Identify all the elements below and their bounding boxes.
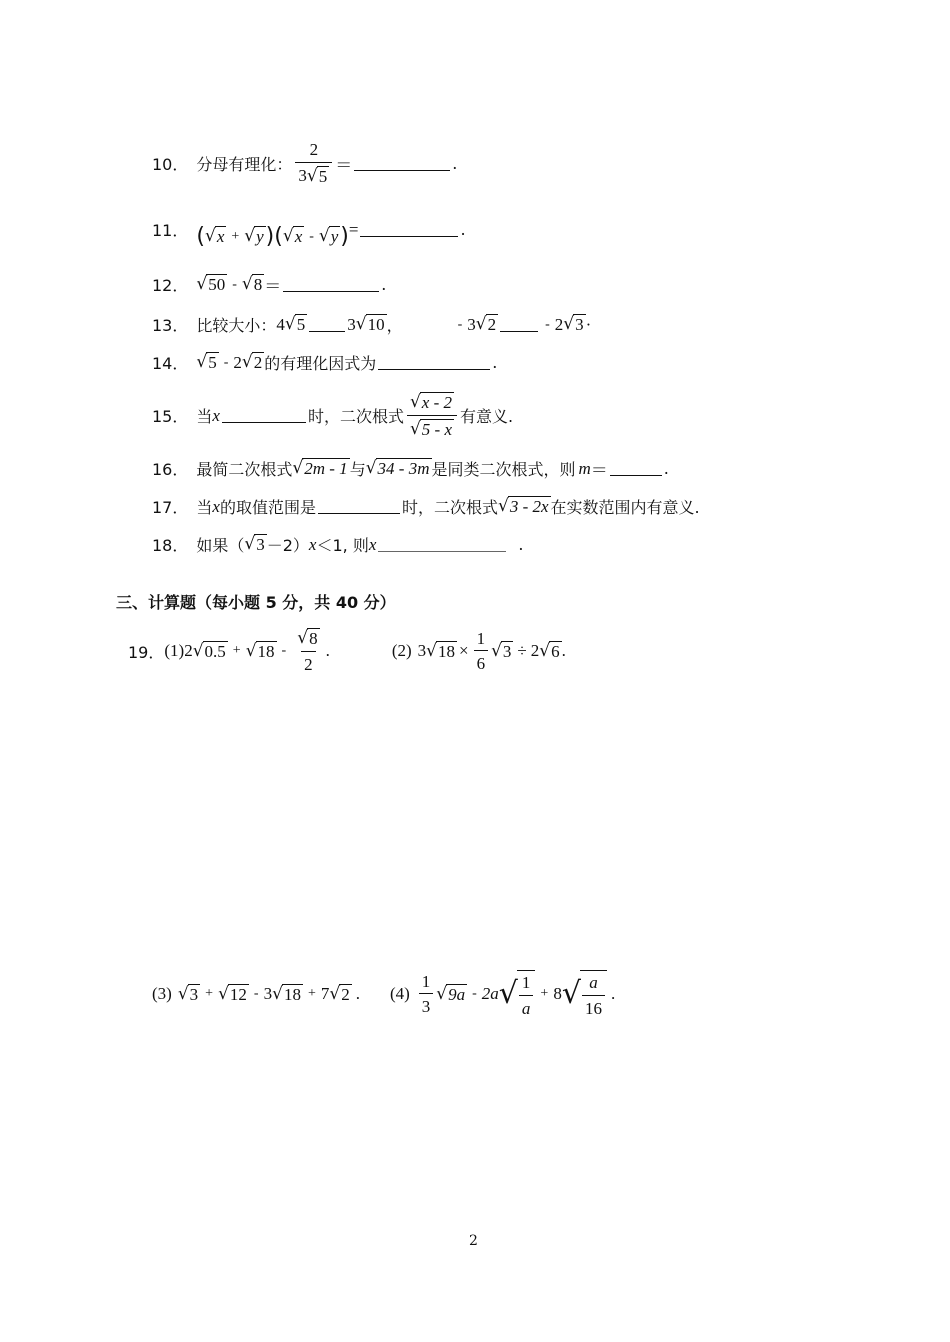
- radical-sign-icon: √: [426, 640, 437, 661]
- equals-sign: ＝: [264, 277, 282, 296]
- radical-sign-icon: √: [409, 418, 421, 439]
- radical: [498, 496, 551, 517]
- radicand: 3: [575, 315, 584, 335]
- radical: [563, 314, 585, 335]
- radical: [319, 226, 340, 247]
- radicand: 0.5: [204, 641, 226, 661]
- answer-blank[interactable]: [222, 408, 306, 423]
- radical-sign-icon: √: [475, 314, 487, 334]
- radicand: 3: [502, 641, 512, 661]
- radicand: 2: [253, 353, 263, 373]
- question-number: 13．: [152, 316, 189, 335]
- radicand: 10: [367, 315, 385, 335]
- radical: [205, 226, 226, 247]
- question-18: [152, 533, 523, 556]
- numerator: [294, 628, 322, 651]
- question-text: 在实数范围内有意义.: [550, 498, 700, 517]
- comparison-1: [276, 314, 386, 335]
- question-15: [152, 392, 513, 440]
- radical: [562, 970, 607, 1018]
- radical-sign-icon: √: [297, 628, 309, 648]
- question-number: 19．: [128, 642, 165, 662]
- minus-sign: -: [309, 228, 314, 244]
- question-number: 18．: [152, 536, 189, 555]
- radical: [436, 984, 467, 1005]
- radical-sign-icon: √: [272, 983, 283, 1004]
- period: .: [663, 459, 669, 478]
- coefficient: 7: [320, 984, 330, 1004]
- radicand: 18: [437, 641, 455, 661]
- radical: [246, 641, 277, 662]
- part-label: (4): [389, 984, 410, 1004]
- radical-sign-icon: √: [192, 640, 204, 661]
- coefficient: 3: [347, 314, 356, 334]
- right-paren: ): [265, 224, 275, 249]
- answer-blank[interactable]: [360, 222, 458, 237]
- part-2-expression: [418, 629, 566, 674]
- radical-sign-icon: √: [245, 640, 257, 661]
- question-text: 当: [196, 407, 213, 427]
- radical: [356, 314, 387, 335]
- question-text: 的有理化因式为: [264, 354, 377, 373]
- answer-blank[interactable]: [354, 156, 450, 171]
- left-paren: (: [196, 224, 205, 249]
- comma: ，: [386, 316, 403, 335]
- radical-sign-icon: √: [196, 352, 208, 372]
- answer-blank[interactable]: [283, 277, 379, 292]
- variable: x: [308, 534, 317, 554]
- fraction: [519, 973, 534, 1018]
- question-11: [152, 210, 466, 249]
- minus-sign: -: [232, 276, 237, 292]
- expression: [196, 352, 264, 373]
- question-number: 15．: [152, 407, 189, 427]
- radical-sign-icon: √: [244, 226, 256, 246]
- radical: [242, 352, 264, 373]
- coefficient: 3: [298, 165, 307, 185]
- coefficient: 2: [233, 352, 242, 372]
- radical-sign-icon: √: [498, 976, 518, 1012]
- part-label: (1): [164, 641, 185, 661]
- right-paren: ): [340, 224, 349, 249]
- numerator: 1: [476, 628, 486, 648]
- denominator: 16: [582, 995, 605, 1019]
- question-19-lower: [152, 970, 615, 1018]
- equals-sign: =: [348, 219, 359, 239]
- radicand: 5: [296, 315, 306, 335]
- radical-sign-icon: √: [365, 458, 377, 478]
- variable: x: [212, 496, 220, 516]
- radicand: [517, 970, 536, 1018]
- radical: [307, 166, 329, 187]
- question-17: [152, 495, 700, 518]
- radicand: 5: [318, 166, 328, 186]
- radicand: 12: [229, 984, 247, 1004]
- period: .: [492, 353, 498, 372]
- radicand: x - 2: [421, 393, 453, 413]
- radicand: [580, 970, 607, 1018]
- left-paren: (: [274, 224, 283, 249]
- radicand: y: [256, 227, 264, 247]
- radical-sign-icon: √: [306, 165, 318, 186]
- page-number: 2: [469, 1233, 478, 1249]
- equals-sign: ＝: [590, 461, 608, 480]
- denominator: 6: [474, 650, 489, 674]
- minus-sign: -: [457, 316, 463, 332]
- question-text: 比较大小：: [196, 316, 277, 335]
- radicand: 2: [487, 315, 497, 335]
- coefficient: 2: [554, 314, 564, 334]
- answer-blank[interactable]: [500, 317, 538, 332]
- part-3-expression: √ 3 + √ 12 - 3 √ 18 + 7 √ 2 .: [177, 983, 360, 1004]
- radical-sign-icon: √: [284, 314, 296, 334]
- radical-sign-icon: √: [218, 983, 229, 1004]
- radical-sign-icon: √: [318, 226, 330, 246]
- radicand: 5 - x: [421, 420, 453, 439]
- radical: [491, 641, 513, 662]
- radicand: 34 - 3m: [377, 459, 430, 479]
- question-14: [152, 351, 497, 374]
- fraction: [582, 973, 605, 1018]
- radical-sign-icon: √: [282, 226, 294, 246]
- section-title: 三、计算题（每小题 5 分，共 40 分）: [116, 593, 396, 612]
- radicand: 5: [208, 353, 217, 373]
- radical-sign-icon: √: [409, 392, 421, 412]
- radical: [285, 314, 307, 335]
- radical: [196, 274, 227, 295]
- coefficient: 3: [467, 314, 476, 334]
- expression: [196, 274, 264, 295]
- radical-sign-icon: √: [329, 983, 341, 1004]
- denominator: 3: [419, 993, 434, 1017]
- coefficient: 2a: [481, 984, 499, 1004]
- radical-sign-icon: √: [561, 976, 581, 1012]
- radicand: 6: [551, 641, 560, 661]
- radicand: y: [330, 227, 339, 247]
- question-text: 与: [349, 460, 366, 479]
- question-text: 的取值范围是: [219, 498, 316, 517]
- radical: [410, 392, 454, 413]
- question-text: 是同类二次根式，则: [431, 460, 576, 479]
- radical: [244, 226, 265, 247]
- minus-sign: -: [545, 316, 550, 332]
- period: .: [610, 984, 616, 1004]
- radicand: 8: [253, 275, 263, 295]
- period: .: [460, 220, 466, 239]
- part-label: (2): [391, 641, 412, 661]
- coefficient: 4: [276, 314, 285, 334]
- variable: m: [578, 458, 591, 478]
- radical: [218, 984, 249, 1005]
- numerator: [407, 392, 457, 415]
- radicand: 3: [256, 535, 265, 555]
- question-number: 17．: [152, 498, 189, 517]
- answer-blank[interactable]: [610, 461, 662, 476]
- radicand: 2m - 1: [304, 459, 348, 479]
- radical: [297, 628, 319, 649]
- part-1-expression: 2 √ 0.5 + √ 18 - √ 8 2 .: [184, 628, 330, 674]
- radical-sign-icon: √: [563, 314, 575, 334]
- coefficient: 2: [184, 641, 193, 661]
- part-4-expression: $\frac{1}{3}$ √ 9a - 2a √ $\frac{1}{a}$ + 8 √ $\frac{a}{16}$ .: [416, 970, 615, 1018]
- question-number: 12．: [152, 276, 189, 295]
- radical: [272, 984, 303, 1005]
- radical-sign-icon: √: [497, 496, 509, 516]
- question-text: －2）: [266, 536, 309, 555]
- radical-sign-icon: √: [196, 274, 208, 294]
- radical: [476, 314, 498, 335]
- fraction: [407, 392, 457, 440]
- question-number: 16．: [152, 460, 189, 479]
- period: ·: [585, 314, 592, 334]
- expression: [196, 224, 349, 249]
- radical: [539, 641, 561, 662]
- radicand: 50: [208, 275, 226, 295]
- radical: [499, 970, 536, 1018]
- answer-blank[interactable]: [378, 355, 490, 370]
- times-sign: ×: [458, 641, 469, 661]
- question-text: 时，二次根式: [401, 498, 498, 517]
- denominator: a: [519, 995, 534, 1019]
- question-text: ＜1, 则: [316, 536, 369, 555]
- radicand: x: [294, 227, 303, 247]
- fraction: [294, 628, 322, 674]
- numerator: 2: [309, 140, 319, 159]
- radical-sign-icon: √: [539, 640, 551, 661]
- answer-blank[interactable]: [318, 499, 400, 514]
- numerator: a: [589, 973, 598, 992]
- radical-sign-icon: √: [491, 640, 502, 661]
- minus-sign: -: [223, 354, 229, 370]
- radical-sign-icon: √: [241, 274, 253, 294]
- radical: [410, 419, 454, 440]
- radicand: x: [216, 227, 225, 247]
- variable: x: [212, 405, 220, 425]
- radical-sign-icon: √: [177, 983, 189, 1004]
- radical-sign-icon: √: [241, 352, 253, 372]
- question-number: 11．: [152, 221, 189, 240]
- period: .: [355, 984, 360, 1004]
- plus-sign: +: [231, 228, 240, 244]
- coefficient: 3: [417, 641, 427, 661]
- radical: [193, 641, 228, 662]
- radical: [329, 984, 351, 1005]
- radical: [242, 274, 264, 295]
- period: .: [325, 641, 330, 661]
- question-number: 14．: [152, 354, 189, 373]
- radical: [244, 534, 266, 555]
- question-13: [152, 313, 591, 336]
- question-16: [152, 456, 669, 481]
- fraction: [474, 629, 489, 674]
- question-text: 最简二次根式: [196, 460, 293, 479]
- comparison-2: [453, 314, 592, 335]
- answer-blank[interactable]: [378, 537, 506, 552]
- variable: x: [368, 534, 377, 554]
- radical: [292, 458, 349, 479]
- radical: [426, 641, 457, 662]
- radical: [178, 984, 200, 1005]
- radicand: 9a: [448, 984, 466, 1004]
- denominator: [295, 162, 332, 187]
- question-19: [128, 628, 566, 674]
- divide-sign: ÷: [517, 641, 527, 661]
- radicand: 3: [189, 984, 199, 1004]
- radical: [283, 226, 304, 247]
- answer-blank[interactable]: [309, 317, 345, 332]
- denominator: [407, 415, 457, 440]
- question-12: [152, 272, 386, 297]
- period: .: [561, 641, 566, 661]
- fraction: [295, 140, 332, 186]
- radical: [366, 458, 432, 479]
- radical-sign-icon: √: [436, 983, 448, 1004]
- period: .: [452, 153, 458, 173]
- radical-sign-icon: √: [292, 458, 304, 478]
- coefficient: 3: [263, 984, 273, 1004]
- period: .: [518, 535, 524, 554]
- radicand: 3 - 2x: [509, 497, 549, 517]
- numerator: 1: [421, 971, 431, 991]
- radicand: 18: [257, 641, 275, 661]
- radicand: 2: [341, 984, 350, 1004]
- radical-sign-icon: √: [204, 226, 216, 246]
- coefficient: 2: [530, 641, 540, 661]
- denominator: 2: [301, 651, 316, 675]
- radical-sign-icon: √: [244, 534, 256, 554]
- question-10: [152, 140, 457, 186]
- numerator: 1: [521, 973, 531, 992]
- fraction: [419, 972, 434, 1017]
- radical: [196, 352, 218, 373]
- question-text: 时，二次根式: [307, 407, 404, 427]
- part-label: (3): [152, 984, 172, 1004]
- question-text: 分母有理化：: [196, 154, 293, 174]
- equals-sign: ＝: [335, 155, 353, 175]
- question-text: 当: [196, 498, 213, 517]
- radicand: 18: [283, 984, 301, 1004]
- question-number: 10．: [152, 154, 189, 174]
- question-text: 有意义.: [460, 407, 514, 427]
- radicand: 8: [309, 629, 318, 649]
- radical-sign-icon: √: [355, 314, 367, 334]
- period: .: [381, 275, 387, 294]
- question-text: 如果（: [196, 536, 245, 555]
- coefficient: 8: [553, 984, 562, 1004]
